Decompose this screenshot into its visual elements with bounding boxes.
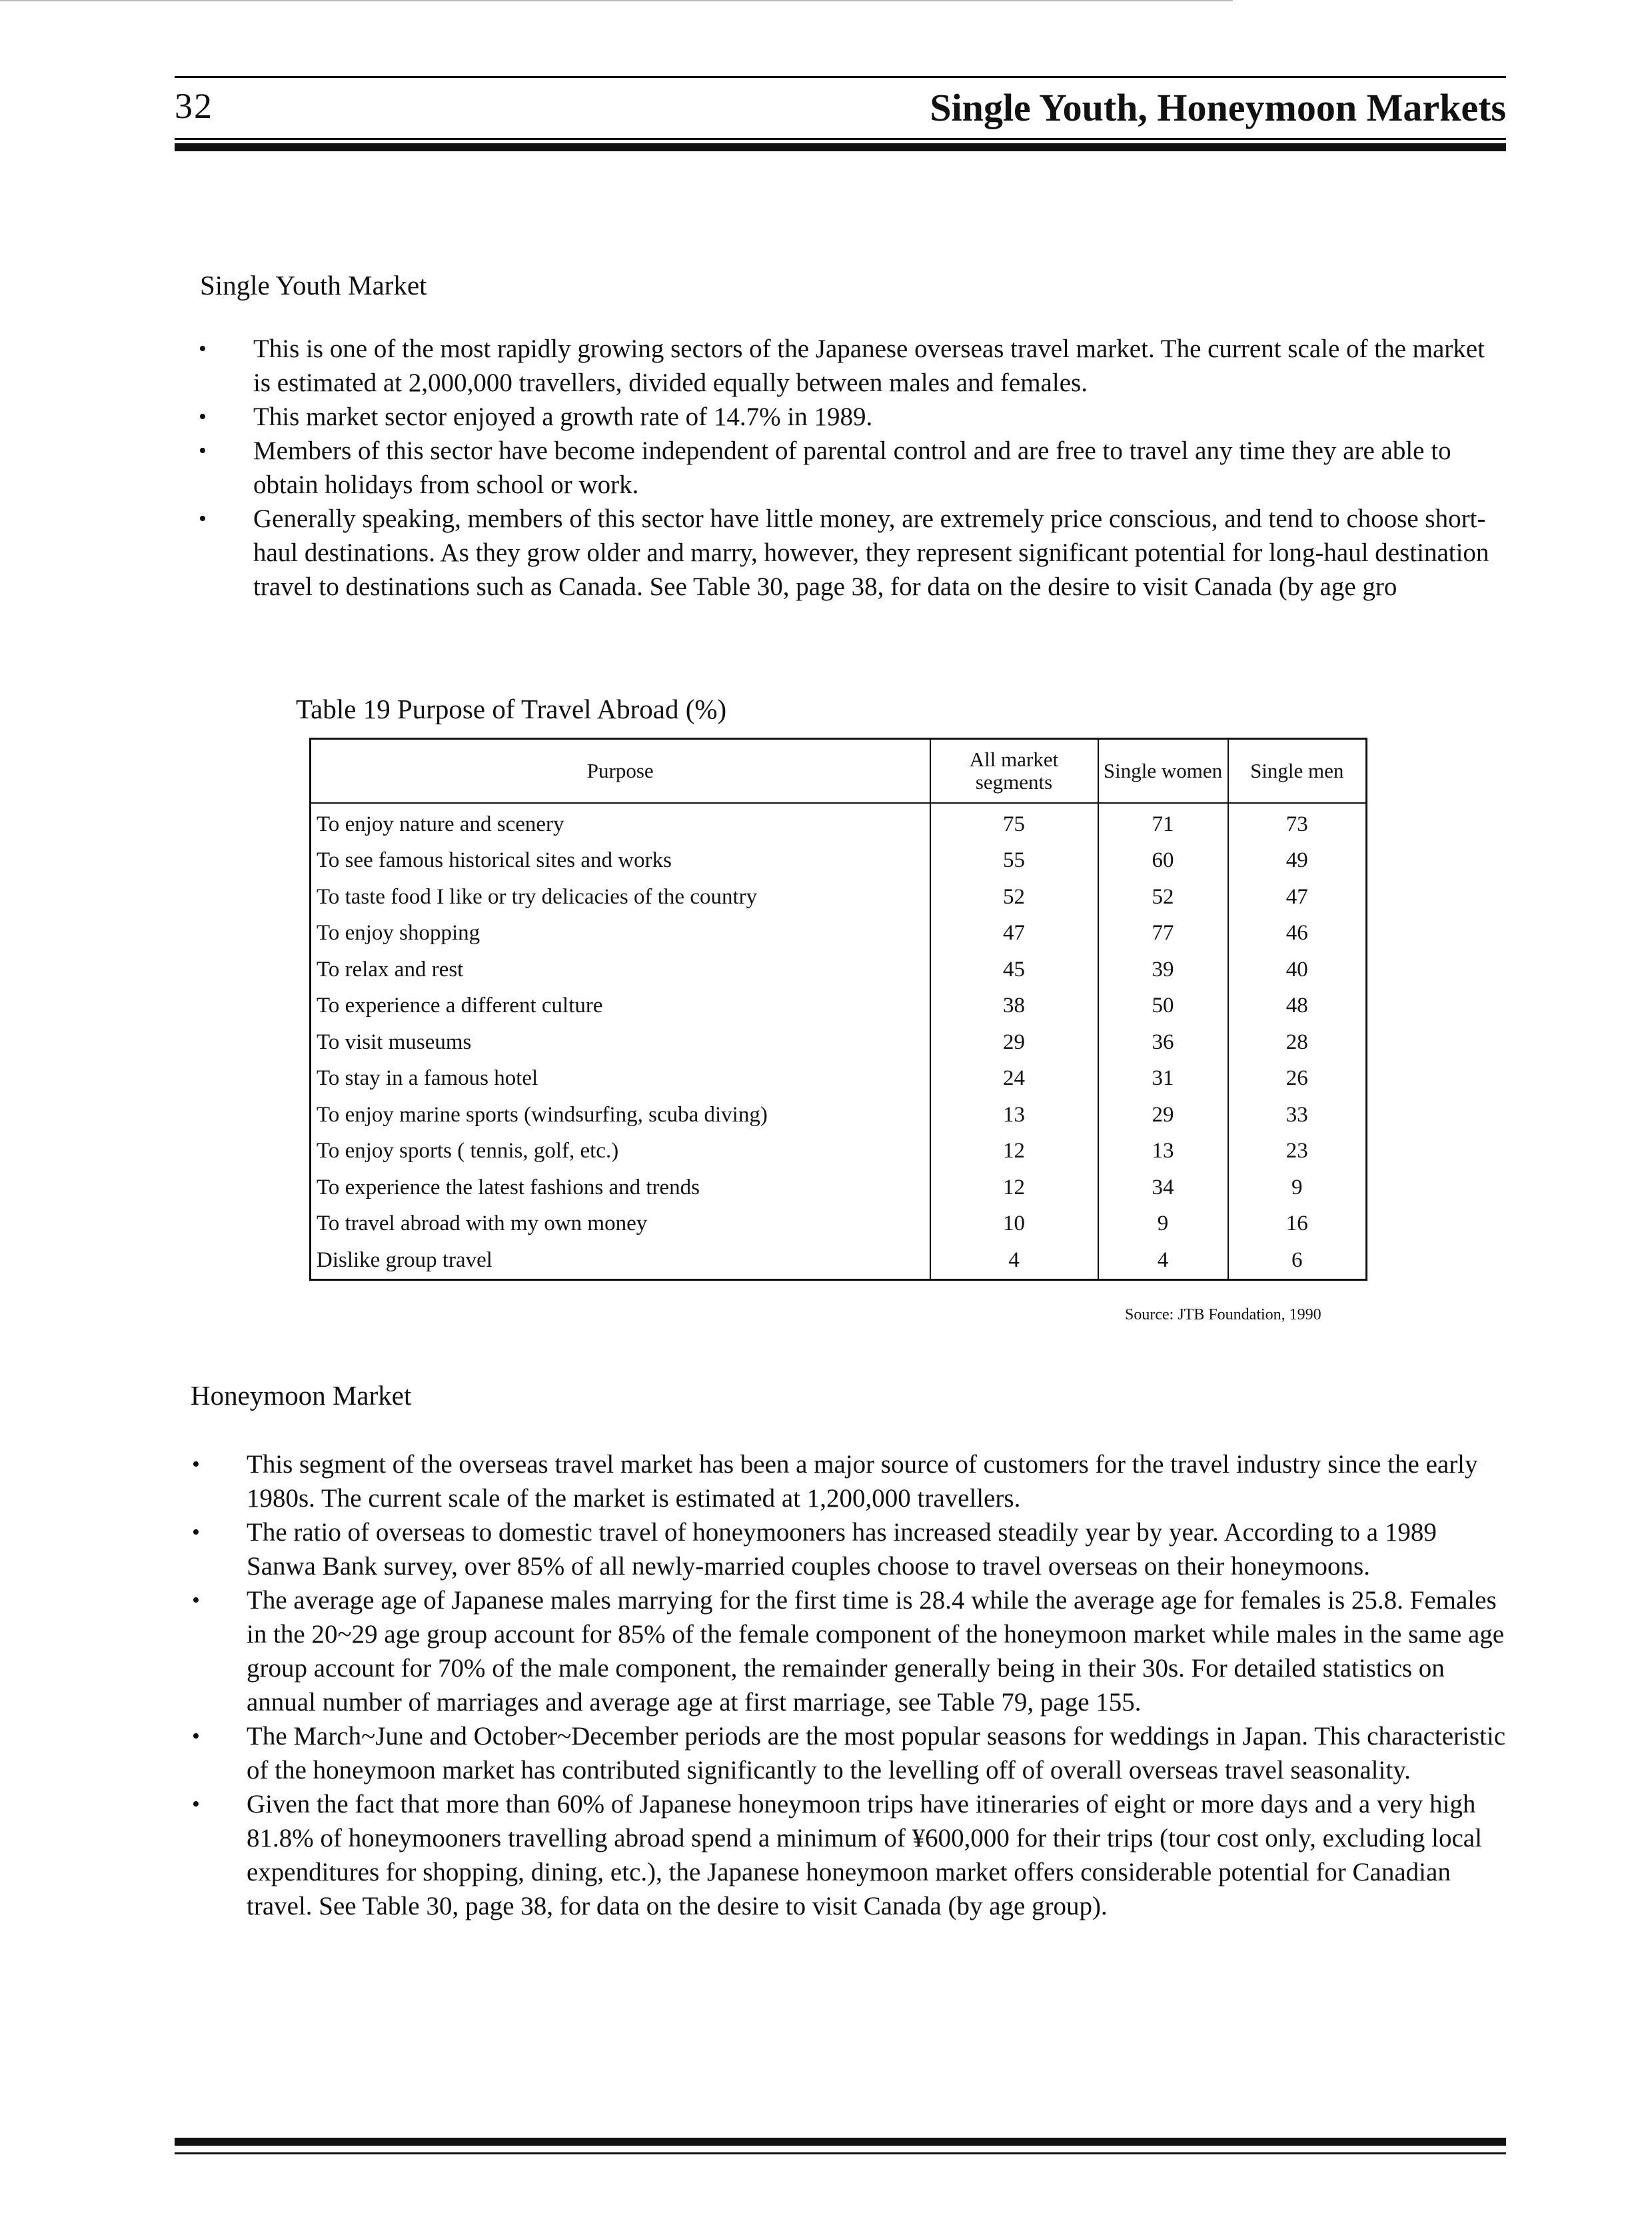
page-number: 32 (175, 86, 213, 126)
all-market-cell: 29 (930, 1024, 1098, 1061)
purpose-cell: To enjoy nature and scenery (311, 803, 930, 843)
single-men-cell: 73 (1228, 803, 1367, 843)
single-men-cell: 6 (1228, 1242, 1367, 1279)
single-women-cell: 29 (1098, 1097, 1228, 1133)
list-item (199, 502, 1506, 604)
purpose-cell: To taste food I like or try delicacies of the country (311, 879, 930, 916)
all-market-cell: 75 (930, 803, 1098, 843)
bullet-icon: • (192, 1452, 200, 1477)
table-row (311, 1206, 1367, 1243)
bullet-icon: • (199, 506, 207, 531)
single-women-cell: 36 (1098, 1024, 1228, 1061)
single-men-cell: 48 (1228, 988, 1367, 1025)
single-women-cell: 71 (1098, 803, 1228, 843)
single-men-cell: 47 (1228, 879, 1367, 916)
purpose-cell: To see famous historical sites and works (311, 843, 930, 880)
single-women-cell: 4 (1098, 1242, 1228, 1279)
purpose-cell: To enjoy shopping (311, 916, 930, 952)
bullet-icon: • (192, 1520, 200, 1545)
table-row (311, 1024, 1367, 1061)
bullet-icon: • (192, 1724, 200, 1749)
bullet-icon: • (192, 1588, 200, 1613)
list-item (192, 1719, 1506, 1787)
bullet-text: Given the fact that more than 60% of Japanese honeymoon trips have itineraries of eight or more days and a very high 81.8% of honeymooners travelling abroad spend a minimum of ¥600,000 for their trips (tour cost only, excluding local expenditures for shopping, dining, etc.), the Japanese honeymoon market offers considerable potential for Canadian travel. See Table 30, page 38, for data on the desire to visit Canada (by age group). (247, 1790, 1482, 1920)
purpose-cell: To enjoy sports ( tennis, golf, etc.) (311, 1133, 930, 1170)
bullet-text: The March~June and October~December periods are the most popular seasons for weddings in Japan. This characteristic of the honeymoon market has contributed significantly to the levelling off of overall overseas travel seasonality. (247, 1722, 1506, 1785)
purpose-cell: To experience the latest fashions and trends (311, 1169, 930, 1206)
all-market-cell: 13 (930, 1097, 1098, 1133)
single-men-cell: 9 (1228, 1169, 1367, 1206)
single-youth-heading: Single Youth Market (200, 270, 427, 301)
purpose-cell: To experience a different culture (311, 988, 930, 1025)
all-market-cell: 24 (930, 1061, 1098, 1098)
purpose-cell: To visit museums (311, 1024, 930, 1061)
single-women-cell: 50 (1098, 988, 1228, 1025)
table-row (311, 1097, 1367, 1133)
list-item (199, 434, 1506, 502)
single-men-cell: 26 (1228, 1061, 1367, 1098)
all-market-cell: 12 (930, 1133, 1098, 1170)
table-row (311, 803, 1367, 843)
list-item (192, 1515, 1506, 1583)
table-row (311, 879, 1367, 916)
table-row (311, 1133, 1367, 1170)
bullet-text: Generally speaking, members of this sector have little money, are extremely price conscious, and tend to choose short-haul destinations. As they grow older and marry, however, they represent significant potential for long-haul destination travel to destinations such as Canada. See Table 30, page 38, for data on the desire to visit Canada (by age gro (253, 504, 1489, 601)
table-header-row (311, 739, 1367, 804)
single-men-cell: 33 (1228, 1097, 1367, 1133)
all-market-cell: 47 (930, 916, 1098, 952)
table-row (311, 1169, 1367, 1206)
page-header (175, 85, 1506, 137)
list-item (192, 1583, 1506, 1719)
single-men-cell: 40 (1228, 952, 1367, 988)
single-men-cell: 28 (1228, 1024, 1367, 1061)
header-rule-thin (175, 138, 1506, 140)
table-row (311, 843, 1367, 880)
single-women-cell: 31 (1098, 1061, 1228, 1098)
running-title: Single Youth, Honeymoon Markets (930, 86, 1506, 129)
footer-rule-thin (175, 2152, 1506, 2154)
single-men-cell: 16 (1228, 1206, 1367, 1243)
single-women-cell: 13 (1098, 1133, 1228, 1170)
all-market-cell: 45 (930, 952, 1098, 988)
single-women-cell: 60 (1098, 843, 1228, 880)
table-caption: Table 19 Purpose of Travel Abroad (%) (296, 694, 727, 724)
all-market-cell: 38 (930, 988, 1098, 1025)
header-rule-top (175, 76, 1506, 78)
purpose-cell: To travel abroad with my own money (311, 1206, 930, 1243)
bullet-icon: • (199, 337, 207, 361)
bullet-text: This market sector enjoyed a growth rate of 14.7% in 1989. (253, 402, 873, 431)
single-women-cell: 34 (1098, 1169, 1228, 1206)
bullet-icon: • (192, 1792, 200, 1817)
single-men-cell: 46 (1228, 916, 1367, 952)
single-men-cell: 49 (1228, 843, 1367, 880)
bullet-icon: • (199, 404, 207, 429)
purpose-cell: Dislike group travel (311, 1242, 930, 1279)
honeymoon-bullets (192, 1447, 1506, 1923)
column-header-single-men: Single men (1228, 739, 1367, 804)
column-header-purpose: Purpose (311, 739, 930, 804)
column-header-single-women: Single women (1098, 739, 1228, 804)
single-women-cell: 77 (1098, 916, 1228, 952)
all-market-cell: 12 (930, 1169, 1098, 1206)
list-item (192, 1787, 1506, 1923)
table-row (311, 1061, 1367, 1098)
bullet-icon: • (199, 438, 207, 463)
single-men-cell: 23 (1228, 1133, 1367, 1170)
honeymoon-heading: Honeymoon Market (191, 1380, 412, 1411)
table-row (311, 916, 1367, 952)
bullet-text: Members of this sector have become independent of parental control and are free to travel any time they are able to obtain holidays from school or work. (253, 436, 1451, 499)
bullet-text: This is one of the most rapidly growing sectors of the Japanese overseas travel market. The current scale of the market is estimated at 2,000,000 travellers, divided equally between males and females. (253, 335, 1485, 397)
list-item (199, 400, 1506, 434)
list-item (192, 1447, 1506, 1515)
single-women-cell: 39 (1098, 952, 1228, 988)
header-rule-thick (175, 143, 1506, 151)
bullet-text: The average age of Japanese males marrying for the first time is 28.4 while the average age for females is 25.8. Females in the 20~29 age group account for 85% of the female component of the honeymoon market while males in the same age group account for 70% of the male component, the remainder generally being in their 30s. For detailed statistics on annual number of marriages and average age at first marriage, see Table 79, page 155. (247, 1586, 1505, 1717)
table-row (311, 952, 1367, 988)
single-women-cell: 9 (1098, 1206, 1228, 1243)
footer-rule-thick (175, 2138, 1506, 2146)
bullet-text: The ratio of overseas to domestic travel of honeymooners has increased steadily year by year. According to a 1989 Sanwa Bank survey, over 85% of all newly-married couples choose to travel overseas on their honeymoons. (247, 1518, 1437, 1581)
purpose-cell: To enjoy marine sports (windsurfing, scuba diving) (311, 1097, 930, 1133)
single-women-cell: 52 (1098, 879, 1228, 916)
all-market-cell: 4 (930, 1242, 1098, 1279)
purpose-cell: To relax and rest (311, 952, 930, 988)
all-market-cell: 55 (930, 843, 1098, 880)
table-source-note: Source: JTB Foundation, 1990 (1125, 1306, 1321, 1323)
table-row (311, 988, 1367, 1025)
table-row (311, 1242, 1367, 1279)
scan-edge-line (0, 0, 1233, 1)
all-market-cell: 52 (930, 879, 1098, 916)
single-youth-bullets (199, 332, 1506, 604)
column-header-all-market: All market segments (930, 739, 1098, 804)
list-item (199, 332, 1506, 400)
purpose-cell: To stay in a famous hotel (311, 1061, 930, 1098)
purpose-of-travel-table (309, 738, 1367, 1281)
bullet-text: This segment of the overseas travel market has been a major source of customers for the travel industry since the early 1980s. The current scale of the market is estimated at 1,200,000 travellers. (247, 1450, 1478, 1513)
all-market-cell: 10 (930, 1206, 1098, 1243)
